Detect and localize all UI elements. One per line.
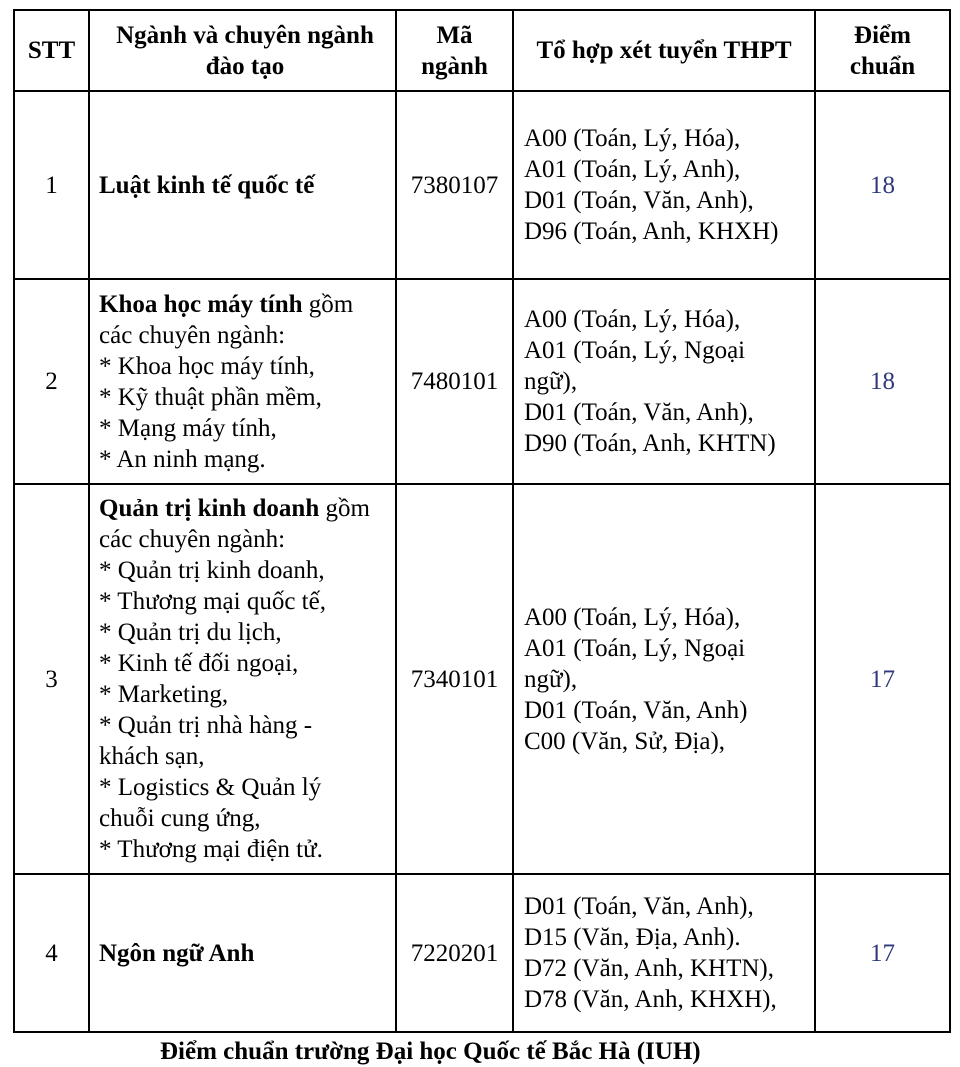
table-row xyxy=(14,279,950,484)
specialization-item: * Thương mại quốc tế, xyxy=(99,588,326,615)
row-combos xyxy=(513,484,815,874)
major-name: Quản trị kinh doanh xyxy=(99,495,320,522)
major-name: Khoa học máy tính xyxy=(99,290,303,318)
combo-item: A00 (Toán, Lý, Hóa), xyxy=(524,603,741,631)
table-row xyxy=(14,484,950,874)
combo-item: D01 (Toán, Văn, Anh), xyxy=(524,399,754,426)
specialization-item: * Kỹ thuật phần mềm, xyxy=(99,383,322,411)
header-name xyxy=(89,10,396,91)
row-code: 7480101 xyxy=(396,279,513,484)
row-major xyxy=(89,874,396,1032)
combo-item: C00 (Văn, Sử, Địa), xyxy=(524,727,726,755)
table-caption: Điểm chuẩn trường Đại học Quốc tế Bắc Hà (IUH) xyxy=(160,1038,701,1065)
combo-item: D01 (Toán, Văn, Anh) xyxy=(524,696,748,724)
combo-item: D72 (Văn, Anh, KHTN), xyxy=(524,955,774,982)
specialization-item: * Logistics & Quản lý xyxy=(99,774,322,801)
combo-item: A01 (Toán, Lý, Ngoại xyxy=(524,634,746,662)
row-score: 17 xyxy=(815,874,950,1032)
row-major xyxy=(89,91,396,279)
specialization-item: khách sạn, xyxy=(99,743,205,770)
row-score: 18 xyxy=(815,91,950,279)
combo-item: A00 (Toán, Lý, Hóa), xyxy=(524,125,741,152)
row-score: 17 xyxy=(815,484,950,874)
specialization-item: * Marketing, xyxy=(99,681,229,708)
header-name-text: Ngành và chuyên ngành đào tạo xyxy=(116,21,374,80)
combo-item: A01 (Toán, Lý, Ngoại xyxy=(524,337,746,364)
row-stt: 2 xyxy=(14,279,89,484)
row-stt: 1 xyxy=(14,91,89,279)
major-title-line xyxy=(99,289,391,320)
combo-item: ngữ), xyxy=(524,665,578,693)
specialization-item: * Kinh tế đối ngoại, xyxy=(99,650,299,677)
specialization-item: các chuyên ngành: xyxy=(99,321,286,349)
table-row xyxy=(14,874,950,1032)
admissions-table xyxy=(13,9,951,1033)
combo-item: D01 (Toán, Văn, Anh), xyxy=(524,187,754,214)
row-stt: 4 xyxy=(14,874,89,1032)
specialization-item: * Quản trị du lịch, xyxy=(99,619,282,646)
row-combos xyxy=(513,874,815,1032)
specialization-item: * An ninh mạng. xyxy=(99,445,266,473)
combo-item: D96 (Toán, Anh, KHXH) xyxy=(524,218,779,245)
row-code: 7340101 xyxy=(396,484,513,874)
specialization-item: các chuyên ngành: xyxy=(99,526,286,553)
row-code: 7220201 xyxy=(396,874,513,1032)
row-code: 7380107 xyxy=(396,91,513,279)
major-title-line xyxy=(99,493,391,524)
row-combos xyxy=(513,91,815,279)
combo-item: A00 (Toán, Lý, Hóa), xyxy=(524,306,741,333)
major-suffix: gồm xyxy=(302,290,354,318)
combo-item: D01 (Toán, Văn, Anh), xyxy=(524,893,754,920)
header-combo: Tổ hợp xét tuyển THPT xyxy=(513,10,815,91)
combo-item: D90 (Toán, Anh, KHTN) xyxy=(524,430,776,457)
header-code-text: Mã ngành xyxy=(421,21,488,80)
major-suffix: gồm xyxy=(319,495,370,522)
header-row xyxy=(14,10,950,91)
specialization-item: chuỗi cung ứng, xyxy=(99,805,261,832)
header-stt: STT xyxy=(14,10,89,91)
row-combos xyxy=(513,279,815,484)
major-name: Ngôn ngữ Anh xyxy=(99,939,255,967)
specialization-item: * Quản trị nhà hàng - xyxy=(99,712,313,739)
row-major xyxy=(89,279,396,484)
row-major xyxy=(89,484,396,874)
header-score-text: Điểm chuẩn xyxy=(849,21,916,80)
combo-item: ngữ), xyxy=(524,368,578,395)
combo-item: D15 (Văn, Địa, Anh). xyxy=(524,924,741,951)
specialization-item: * Mạng máy tính, xyxy=(99,414,277,442)
combo-item: D78 (Văn, Anh, KHXH), xyxy=(524,986,777,1013)
header-score xyxy=(815,10,950,91)
row-stt: 3 xyxy=(14,484,89,874)
table-row xyxy=(14,91,950,279)
specialization-item: * Thương mại điện tử. xyxy=(99,836,323,863)
combo-item: A01 (Toán, Lý, Anh), xyxy=(524,156,741,183)
major-name: Luật kinh tế quốc tế xyxy=(99,171,315,199)
row-score: 18 xyxy=(815,279,950,484)
specialization-item: * Quản trị kinh doanh, xyxy=(99,557,325,584)
specialization-item: * Khoa học máy tính, xyxy=(99,352,315,380)
header-code xyxy=(396,10,513,91)
